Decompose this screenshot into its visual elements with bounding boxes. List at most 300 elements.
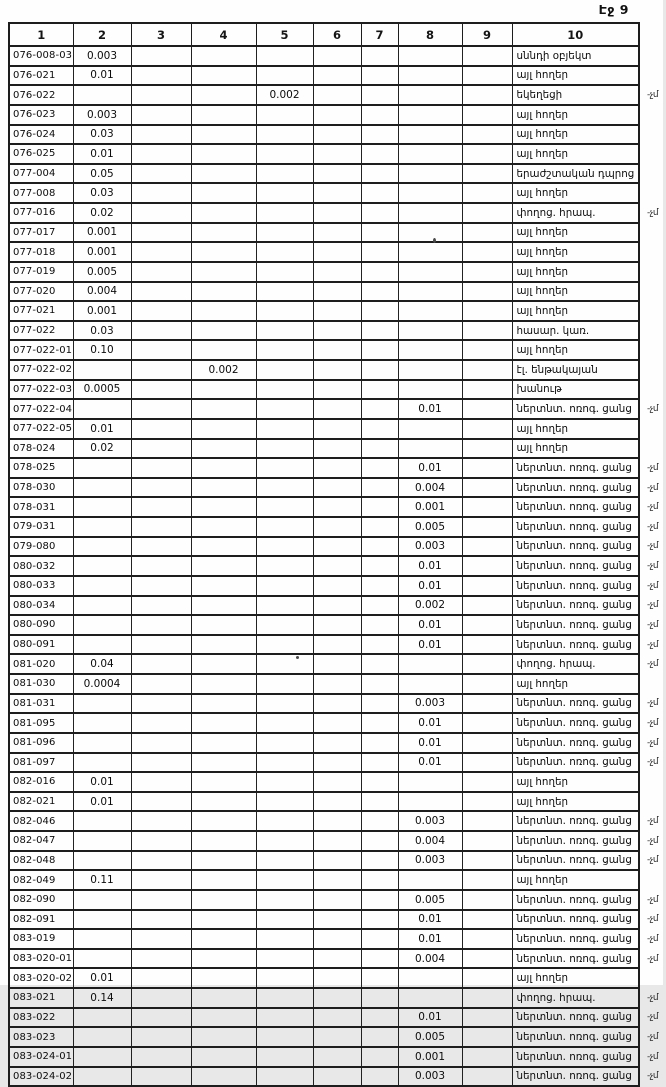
margin-empty — [639, 125, 665, 145]
cell-value — [191, 929, 256, 949]
cell-value — [191, 537, 256, 557]
table-header-row — [9, 23, 665, 46]
cell-value — [462, 144, 512, 164]
cell-value — [256, 988, 313, 1008]
cell-value — [256, 380, 313, 400]
cell-value — [191, 811, 256, 831]
cell-value: 0.004 — [398, 831, 462, 851]
cell-parcel-id: 082-048 — [9, 851, 73, 871]
column-header-8: 8 — [398, 23, 462, 46]
table-row — [9, 399, 665, 419]
cell-value — [361, 340, 398, 360]
cell-value — [313, 556, 361, 576]
table-row — [9, 497, 665, 517]
cell-value — [361, 713, 398, 733]
cell-value — [73, 615, 131, 635]
cell-value — [361, 439, 398, 459]
cell-value: 0.003 — [73, 105, 131, 125]
cell-land-use: այլ հողեր — [512, 419, 639, 439]
margin-annotation: -չմ — [647, 561, 659, 572]
cell-value — [462, 183, 512, 203]
cell-value — [131, 183, 191, 203]
table-row — [9, 792, 665, 812]
cell-value — [398, 439, 462, 459]
cell-value — [191, 753, 256, 773]
cell-value — [313, 733, 361, 753]
cell-value — [131, 380, 191, 400]
cell-value — [313, 1067, 361, 1087]
cell-value — [256, 929, 313, 949]
cell-value — [398, 105, 462, 125]
cell-value — [256, 870, 313, 890]
cell-value — [462, 497, 512, 517]
cell-value — [313, 615, 361, 635]
cell-value — [462, 282, 512, 302]
cell-value — [313, 635, 361, 655]
margin-annotation: -չմ — [647, 482, 659, 493]
cell-value — [313, 105, 361, 125]
cell-value — [73, 85, 131, 105]
cell-value — [256, 949, 313, 969]
table-row — [9, 753, 665, 773]
cell-value — [191, 1067, 256, 1087]
margin-annotation: -չմ — [647, 659, 659, 670]
cell-value — [256, 164, 313, 184]
cell-value: 0.01 — [73, 968, 131, 988]
cell-parcel-id: 076-025 — [9, 144, 73, 164]
cell-value — [256, 517, 313, 537]
cell-parcel-id: 076-023 — [9, 105, 73, 125]
cell-value — [191, 792, 256, 812]
cell-value: 0.005 — [398, 890, 462, 910]
cell-value — [73, 949, 131, 969]
cell-value — [313, 282, 361, 302]
cell-value — [131, 674, 191, 694]
margin-empty — [639, 242, 665, 262]
cell-value — [462, 851, 512, 871]
cell-value — [131, 733, 191, 753]
cell-value — [462, 1008, 512, 1028]
margin-annotation: -չմ — [647, 737, 659, 748]
cell-parcel-id: 081-095 — [9, 713, 73, 733]
cell-parcel-id: 080-034 — [9, 596, 73, 616]
cell-value — [361, 694, 398, 714]
cell-value — [73, 1067, 131, 1087]
margin-annotation: -չմ — [647, 855, 659, 866]
cell-value — [73, 478, 131, 498]
cell-parcel-id: 080-090 — [9, 615, 73, 635]
cell-value — [191, 968, 256, 988]
cell-value — [313, 242, 361, 262]
cell-parcel-id: 077-022-03 — [9, 380, 73, 400]
cell-value — [191, 262, 256, 282]
cell-parcel-id: 078-025 — [9, 458, 73, 478]
table-row — [9, 478, 665, 498]
cell-value — [256, 282, 313, 302]
cell-parcel-id: 077-022-02 — [9, 360, 73, 380]
cell-value — [131, 1047, 191, 1067]
cell-value — [462, 870, 512, 890]
table-row — [9, 910, 665, 930]
cell-value — [131, 262, 191, 282]
table-row — [9, 929, 665, 949]
cell-value: 0.005 — [398, 1027, 462, 1047]
cell-value — [131, 615, 191, 635]
cell-value: 0.001 — [73, 223, 131, 243]
cell-value — [256, 556, 313, 576]
cell-value — [191, 183, 256, 203]
cell-value — [361, 968, 398, 988]
cell-value — [256, 458, 313, 478]
cell-value: 0.01 — [398, 458, 462, 478]
cell-land-use: ներտնտ. ոռոգ. ցանց — [512, 497, 639, 517]
cell-value — [256, 753, 313, 773]
cell-parcel-id: 081-020 — [9, 654, 73, 674]
cell-parcel-id: 082-021 — [9, 792, 73, 812]
table-row — [9, 125, 665, 145]
cell-value — [313, 929, 361, 949]
margin-annotation: -չմ — [647, 502, 659, 513]
margin-annotation: -չմ — [647, 933, 659, 944]
table-row — [9, 713, 665, 733]
cell-value: 0.003 — [73, 46, 131, 66]
table-row — [9, 203, 665, 223]
cell-value: 0.01 — [398, 929, 462, 949]
cell-value — [462, 615, 512, 635]
cell-land-use: փողոց. հրապ. — [512, 654, 639, 674]
cell-value — [361, 223, 398, 243]
cell-land-use: ներտնտ. ոռոգ. ցանց — [512, 890, 639, 910]
cell-value — [256, 713, 313, 733]
cell-value — [73, 811, 131, 831]
margin-annotation: -չմ — [647, 1071, 659, 1082]
cell-land-use: էլ. ենթակայան — [512, 360, 639, 380]
cell-value — [462, 399, 512, 419]
table-row — [9, 576, 665, 596]
cell-value — [313, 439, 361, 459]
cell-value: 0.01 — [398, 615, 462, 635]
cell-value — [313, 183, 361, 203]
cell-land-use: այլ հողեր — [512, 66, 639, 86]
cell-value — [462, 576, 512, 596]
cell-value — [361, 654, 398, 674]
cell-value — [191, 635, 256, 655]
cell-value — [462, 419, 512, 439]
table-row — [9, 458, 665, 478]
cell-value — [313, 811, 361, 831]
cell-value — [73, 497, 131, 517]
table-row — [9, 537, 665, 557]
cell-value — [462, 674, 512, 694]
cell-value — [131, 301, 191, 321]
cell-value — [361, 262, 398, 282]
cell-value — [131, 654, 191, 674]
cell-land-use: փողոց. հրապ. — [512, 203, 639, 223]
cell-value — [361, 301, 398, 321]
cell-value — [256, 910, 313, 930]
cell-value — [398, 164, 462, 184]
column-header-7: 7 — [361, 23, 398, 46]
cell-value — [462, 321, 512, 341]
cell-value — [191, 46, 256, 66]
cell-value: 0.004 — [398, 478, 462, 498]
cell-value — [73, 890, 131, 910]
cell-value — [191, 713, 256, 733]
cell-value — [73, 596, 131, 616]
cell-value — [191, 674, 256, 694]
cell-value — [131, 46, 191, 66]
cell-value — [361, 870, 398, 890]
cell-value — [73, 635, 131, 655]
cell-land-use: այլ հողեր — [512, 301, 639, 321]
cell-value — [361, 596, 398, 616]
cell-value — [313, 910, 361, 930]
cell-value — [361, 851, 398, 871]
cell-value — [361, 517, 398, 537]
cell-value — [313, 968, 361, 988]
cell-value — [256, 497, 313, 517]
cell-value: 0.01 — [398, 556, 462, 576]
cell-value — [462, 1067, 512, 1087]
margin-annotation: -չմ — [647, 894, 659, 905]
cell-value: 0.003 — [398, 811, 462, 831]
cell-value — [462, 537, 512, 557]
table-row — [9, 968, 665, 988]
cell-value — [313, 497, 361, 517]
column-header-5: 5 — [256, 23, 313, 46]
cell-parcel-id: 080-033 — [9, 576, 73, 596]
cell-value — [191, 380, 256, 400]
cell-value — [131, 753, 191, 773]
cell-value — [256, 890, 313, 910]
cell-parcel-id: 077-022-04 — [9, 399, 73, 419]
cell-value — [361, 321, 398, 341]
scan-speck — [296, 656, 299, 659]
margin-empty — [639, 262, 665, 282]
cell-value — [191, 223, 256, 243]
margin-empty — [639, 46, 665, 66]
cell-value — [73, 517, 131, 537]
cell-value — [313, 458, 361, 478]
cell-value — [361, 772, 398, 792]
cell-value — [191, 733, 256, 753]
table-row — [9, 635, 665, 655]
column-header-1: 1 — [9, 23, 73, 46]
cell-value — [313, 1047, 361, 1067]
cell-value — [191, 576, 256, 596]
cell-land-use: այլ հողեր — [512, 870, 639, 890]
cell-land-use: ներտնտ. ոռոգ. ցանց — [512, 851, 639, 871]
cell-value — [131, 223, 191, 243]
cell-value — [361, 478, 398, 498]
cell-value — [191, 910, 256, 930]
cell-value — [131, 144, 191, 164]
cell-value — [462, 203, 512, 223]
cell-value — [191, 144, 256, 164]
table-row — [9, 105, 665, 125]
cell-value: 0.01 — [398, 910, 462, 930]
cell-value — [256, 537, 313, 557]
margin-annotation: -չմ — [647, 718, 659, 729]
cell-parcel-id: 077-022-01 — [9, 340, 73, 360]
cell-value — [131, 596, 191, 616]
cell-value — [191, 1027, 256, 1047]
cell-value — [361, 831, 398, 851]
cell-value — [361, 929, 398, 949]
cell-land-use: ներտնտ. ոռոգ. ցանց — [512, 949, 639, 969]
cell-value — [313, 360, 361, 380]
cell-value — [191, 890, 256, 910]
table-row — [9, 360, 665, 380]
cell-value — [191, 831, 256, 851]
cell-value — [361, 282, 398, 302]
cell-value — [73, 694, 131, 714]
table-row — [9, 282, 665, 302]
cell-value — [361, 615, 398, 635]
cell-value: 0.004 — [73, 282, 131, 302]
cell-value: 0.001 — [73, 301, 131, 321]
cell-value — [462, 596, 512, 616]
cell-value — [131, 910, 191, 930]
cell-value — [361, 811, 398, 831]
cell-value — [462, 1027, 512, 1047]
cell-value — [256, 66, 313, 86]
cell-value — [398, 183, 462, 203]
cell-value — [313, 654, 361, 674]
cell-parcel-id: 076-021 — [9, 66, 73, 86]
table-row — [9, 733, 665, 753]
cell-land-use: ներտնտ. ոռոգ. ցանց — [512, 537, 639, 557]
table-body — [9, 46, 665, 1086]
cell-parcel-id: 083-021 — [9, 988, 73, 1008]
table-row — [9, 596, 665, 616]
cell-value — [191, 203, 256, 223]
cell-value — [462, 340, 512, 360]
margin-annotation: -չմ — [647, 1051, 659, 1062]
cell-value — [256, 596, 313, 616]
cell-value — [313, 949, 361, 969]
cell-value: 0.001 — [398, 1047, 462, 1067]
cell-value: 0.003 — [398, 694, 462, 714]
cell-value — [462, 733, 512, 753]
cell-value — [398, 66, 462, 86]
table-row — [9, 851, 665, 871]
cell-value — [361, 753, 398, 773]
cell-parcel-id: 080-032 — [9, 556, 73, 576]
cell-value — [398, 792, 462, 812]
cell-value — [191, 282, 256, 302]
cell-parcel-id: 077-016 — [9, 203, 73, 223]
cell-value — [73, 929, 131, 949]
scan-speck — [433, 238, 436, 243]
cell-value — [462, 694, 512, 714]
cell-value — [256, 321, 313, 341]
cell-value — [191, 105, 256, 125]
cell-value — [256, 1008, 313, 1028]
cell-value: 0.01 — [398, 1008, 462, 1028]
cell-value — [398, 262, 462, 282]
cell-value — [73, 1047, 131, 1067]
cell-value — [73, 753, 131, 773]
cell-value: 0.05 — [73, 164, 131, 184]
cell-value — [313, 1027, 361, 1047]
cell-parcel-id: 077-008 — [9, 183, 73, 203]
cell-value — [361, 105, 398, 125]
margin-empty — [639, 105, 665, 125]
cell-land-use: ներտնտ. ոռոգ. ցանց — [512, 811, 639, 831]
table-row — [9, 223, 665, 243]
margin-annotation: -չմ — [647, 462, 659, 473]
cell-value — [398, 988, 462, 1008]
cell-value — [131, 890, 191, 910]
cell-value — [462, 164, 512, 184]
cell-value — [131, 1027, 191, 1047]
cell-value: 0.02 — [73, 203, 131, 223]
cell-value — [398, 46, 462, 66]
cell-value — [256, 1027, 313, 1047]
page-number-label: Էջ 9 — [598, 2, 629, 17]
cell-value — [398, 85, 462, 105]
cell-value — [131, 635, 191, 655]
cell-value — [131, 340, 191, 360]
cell-value — [361, 458, 398, 478]
cell-value — [361, 203, 398, 223]
cell-value — [398, 242, 462, 262]
cell-value — [131, 66, 191, 86]
margin-empty — [639, 223, 665, 243]
cell-value — [131, 831, 191, 851]
cell-value — [462, 949, 512, 969]
cell-value — [191, 85, 256, 105]
table-row — [9, 811, 665, 831]
cell-value — [131, 1008, 191, 1028]
cell-value — [256, 419, 313, 439]
cell-value — [313, 870, 361, 890]
cell-land-use: ներտնտ. ոռոգ. ցանց — [512, 478, 639, 498]
cell-value — [313, 419, 361, 439]
cell-value — [398, 870, 462, 890]
cell-value — [462, 517, 512, 537]
cell-parcel-id: 077-004 — [9, 164, 73, 184]
cell-value — [361, 635, 398, 655]
cell-value — [313, 517, 361, 537]
table-row — [9, 674, 665, 694]
cell-value — [256, 46, 313, 66]
margin-annotation: -չմ — [647, 835, 659, 846]
cell-value — [462, 262, 512, 282]
margin-empty — [639, 674, 665, 694]
cell-value: 0.10 — [73, 340, 131, 360]
cell-value — [462, 635, 512, 655]
cell-value: 0.003 — [398, 851, 462, 871]
cell-parcel-id: 081-097 — [9, 753, 73, 773]
cell-value — [191, 321, 256, 341]
cell-value: 0.003 — [398, 537, 462, 557]
cell-value — [256, 439, 313, 459]
margin-empty — [639, 183, 665, 203]
cell-value: 0.004 — [398, 949, 462, 969]
cell-value — [131, 870, 191, 890]
cell-value — [313, 301, 361, 321]
cell-value — [191, 615, 256, 635]
cell-value — [313, 85, 361, 105]
cell-value — [191, 301, 256, 321]
table-row — [9, 654, 665, 674]
cell-value: 0.01 — [398, 713, 462, 733]
cell-value: 0.01 — [398, 399, 462, 419]
cell-value — [361, 144, 398, 164]
cell-value — [313, 144, 361, 164]
